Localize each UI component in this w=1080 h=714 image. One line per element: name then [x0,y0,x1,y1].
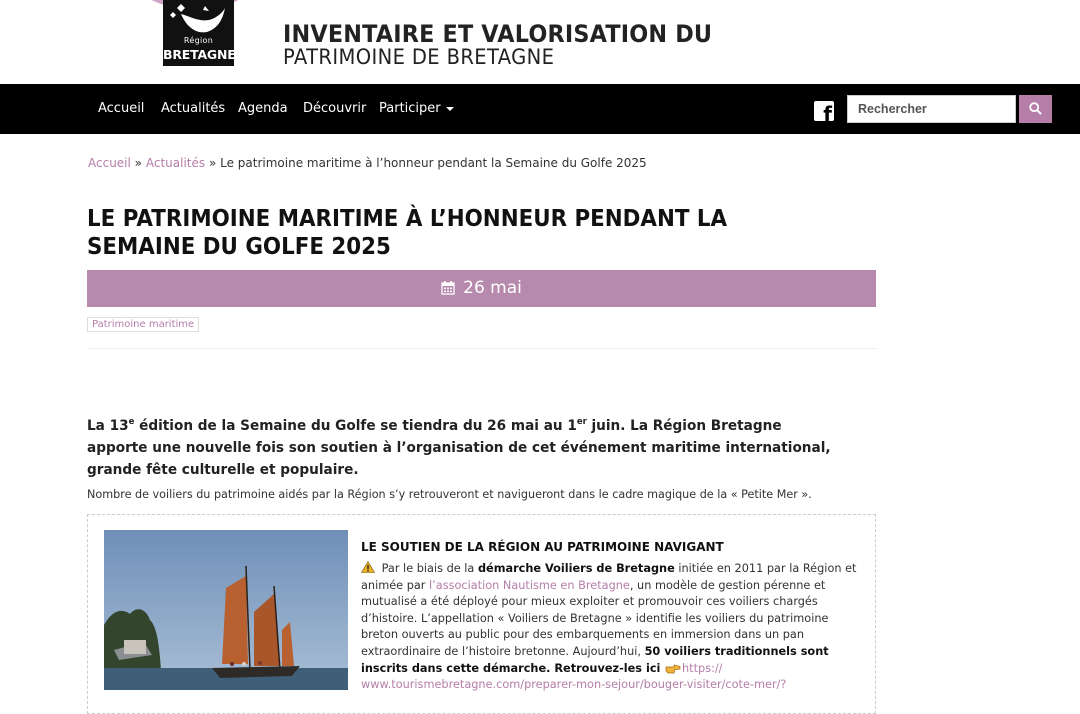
box-text [361,561,866,694]
box-text-part: initiée en 2011 par la Région et animée par [361,562,857,592]
search-icon [1029,102,1042,115]
breadcrumb-current: Le patrimoine maritime à l’honneur pendant la Semaine du Golfe 2025 [220,156,647,170]
breadcrumb-section-link[interactable]: Actualités [145,156,206,170]
site-title-line1[interactable]: INVENTAIRE ET VALORISATION DU [283,20,713,48]
box-text-bold: démarche Voiliers de Bretagne [477,562,675,575]
date-bar [87,270,876,307]
tourisme-bretagne-link[interactable]: https:// www.tourismebretagne.com/preparer-mon-sejour/bouger-visiter/cote-mer/? [361,661,787,692]
lead-superscript: er [576,417,587,427]
box-text-bold: 50 voiliers traditionnels sont inscrits dans cette démarche. Retrouvez-les ici [361,644,829,675]
ermine-icon [169,2,229,38]
breadcrumb-home-link[interactable]: Accueil [88,156,131,170]
box-text-part: , un modèle de gestion pérenne et mutualisé a été déployé pour mieux exploiter et promouvoir ces voiliers chargés d’histoire. L’appellation « Voiliers de Bretagne » identifie les voiliers du patrimoine breton ouverts au public pour des embarquements en immersion dans un pan extraordinaire de l’histoire bretonne. Aujourd’hui, [361,578,829,658]
sailboats-photo [104,530,348,690]
search-input[interactable] [847,95,1016,123]
nav-item-actualites[interactable]: Actualités [161,101,226,116]
nav-item-participer-label: Participer [379,101,441,116]
calendar-icon [441,280,455,295]
site-header [0,0,1080,84]
lead-text: La 13 [87,418,129,434]
article-lead [87,415,839,481]
nav-item-decouvrir[interactable]: Découvrir [303,101,367,116]
pointing-hand-icon [665,662,681,674]
breadcrumb [88,156,647,170]
nav-item-agenda[interactable]: Agenda [238,101,288,116]
region-bretagne-logo[interactable] [163,0,234,66]
logo-region-text: Région [183,36,214,45]
category-tag[interactable]: Patrimoine maritime [87,317,199,332]
lead-text: juin. La Région Bretagne apporte une nouvelle fois son soutien à l’organisation de cet événement maritime international, grande fête culturelle et populaire. [87,418,831,478]
nav-item-participer[interactable] [379,101,454,116]
facebook-icon[interactable]: f [814,101,834,121]
logo-bretagne-text: BRETAGNE [163,47,236,62]
article-intro: Nombre de voiliers du patrimoine aidés par la Région s’y retrouveront et navigueront dans le cadre magique de la « Petite Mer ». [87,488,812,501]
nav-item-accueil[interactable]: Accueil [98,101,145,116]
box-text-part: Par le biais de la [378,562,478,575]
lead-text: édition de la Semaine du Golfe se tiendra du 26 mai au 1 [134,418,577,434]
breadcrumb-separator: » [130,156,146,170]
chevron-down-icon [446,107,454,111]
breadcrumb-separator: » [205,156,221,170]
nautisme-en-bretagne-link[interactable]: l’association Nautisme en Bretagne [429,578,630,592]
lead-superscript: e [128,417,135,427]
site-title-line2[interactable]: PATRIMOINE DE BRETAGNE [283,45,555,69]
article-date: 26 mai [463,278,522,298]
warning-icon [361,561,375,573]
page-title: LE PATRIMOINE MARITIME À L’HONNEUR PENDANT LA SEMAINE DU GOLFE 2025 [87,206,728,260]
box-heading: LE SOUTIEN DE LA RÉGION AU PATRIMOINE NAVIGANT [361,540,724,554]
search-button[interactable] [1019,95,1052,123]
divider [87,348,876,349]
